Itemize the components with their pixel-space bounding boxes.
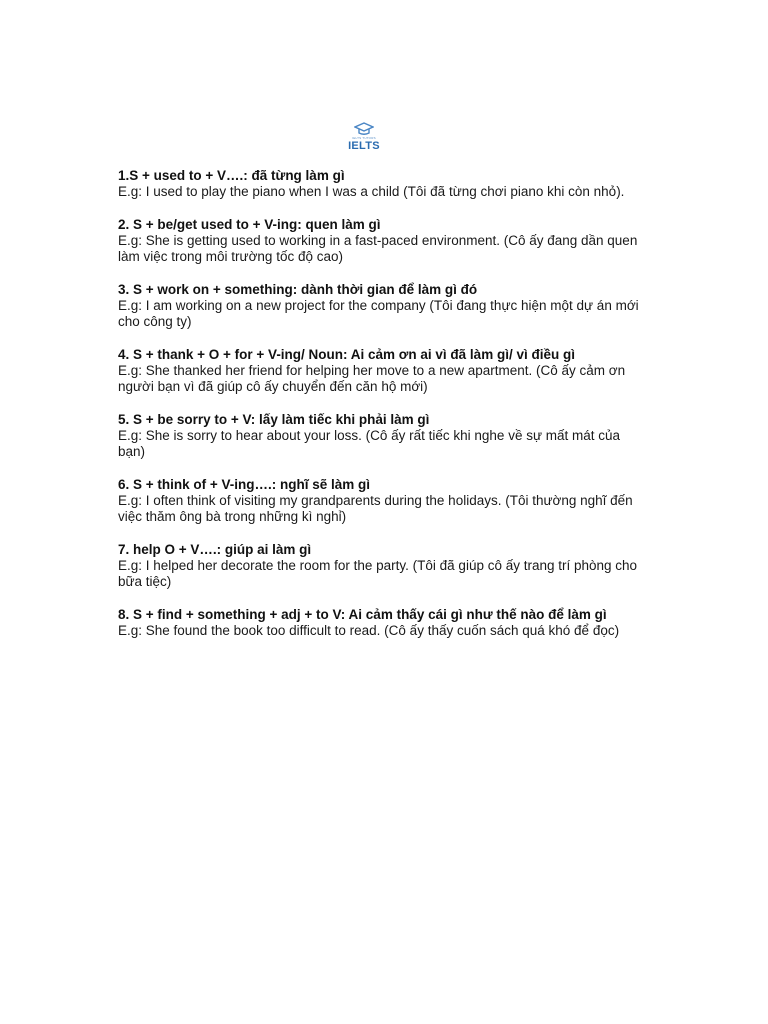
ielts-logo <box>340 122 388 152</box>
grammar-item-4 <box>118 347 678 395</box>
graduation-cap-icon <box>354 122 374 136</box>
logo-text: IELTS <box>348 140 380 152</box>
logo-caption: IELTS TUTORS <box>352 136 376 140</box>
item-example: E.g: She found the book too difficult to read. (Cô ấy thấy cuốn sách quá khó để đọc) <box>118 623 620 638</box>
grammar-list <box>118 168 678 656</box>
grammar-item-1 <box>118 168 678 200</box>
item-example: E.g: I often think of visiting my grandparents during the holidays. (Tôi thường nghĩ đến việc thăm ông bà trong những kì nghỉ) <box>118 493 633 524</box>
grammar-item-2 <box>118 217 678 265</box>
item-heading: 2. S + be/get used to + V-ing: quen làm gì <box>118 217 381 232</box>
grammar-item-6 <box>118 477 678 525</box>
grammar-item-5 <box>118 412 678 460</box>
grammar-item-3 <box>118 282 678 330</box>
grammar-item-7 <box>118 542 678 590</box>
item-heading: 8. S + find + something + adj + to V: Ai cảm thấy cái gì như thế nào để làm gì <box>118 607 607 622</box>
item-example: E.g: She is getting used to working in a fast-paced environment. (Cô ấy đang dần quen làm việc trong môi trường tốc độ cao) <box>118 233 638 264</box>
item-example: E.g: I helped her decorate the room for the party. (Tôi đã giúp cô ấy trang trí phòng cho bữa tiệc) <box>118 558 638 589</box>
grammar-item-8 <box>118 607 678 639</box>
item-example: E.g: She is sorry to hear about your loss. (Cô ấy rất tiếc khi nghe về sự mất mát của bạn) <box>118 428 621 459</box>
item-example: E.g: I used to play the piano when I was a child (Tôi đã từng chơi piano khi còn nhỏ). <box>118 184 625 199</box>
item-heading: 3. S + work on + something: dành thời gian để làm gì đó <box>118 282 478 297</box>
item-heading: 6. S + think of + V-ing….: nghĩ sẽ làm gì <box>118 477 371 492</box>
item-heading: 7. help O + V….: giúp ai làm gì <box>118 542 312 557</box>
item-heading: 1.S + used to + V….: đã từng làm gì <box>118 168 345 183</box>
item-example: E.g: She thanked her friend for helping her move to a new apartment. (Cô ấy cảm ơn người bạn vì đã giúp cô ấy chuyển đến căn hộ mới) <box>118 363 626 394</box>
item-example: E.g: I am working on a new project for the company (Tôi đang thực hiện một dự án mới cho công ty) <box>118 298 639 329</box>
item-heading: 4. S + thank + O + for + V-ing/ Noun: Ai cảm ơn ai vì đã làm gì/ vì điều gì <box>118 347 575 362</box>
item-heading: 5. S + be sorry to + V: lấy làm tiếc khi phải làm gì <box>118 412 430 427</box>
